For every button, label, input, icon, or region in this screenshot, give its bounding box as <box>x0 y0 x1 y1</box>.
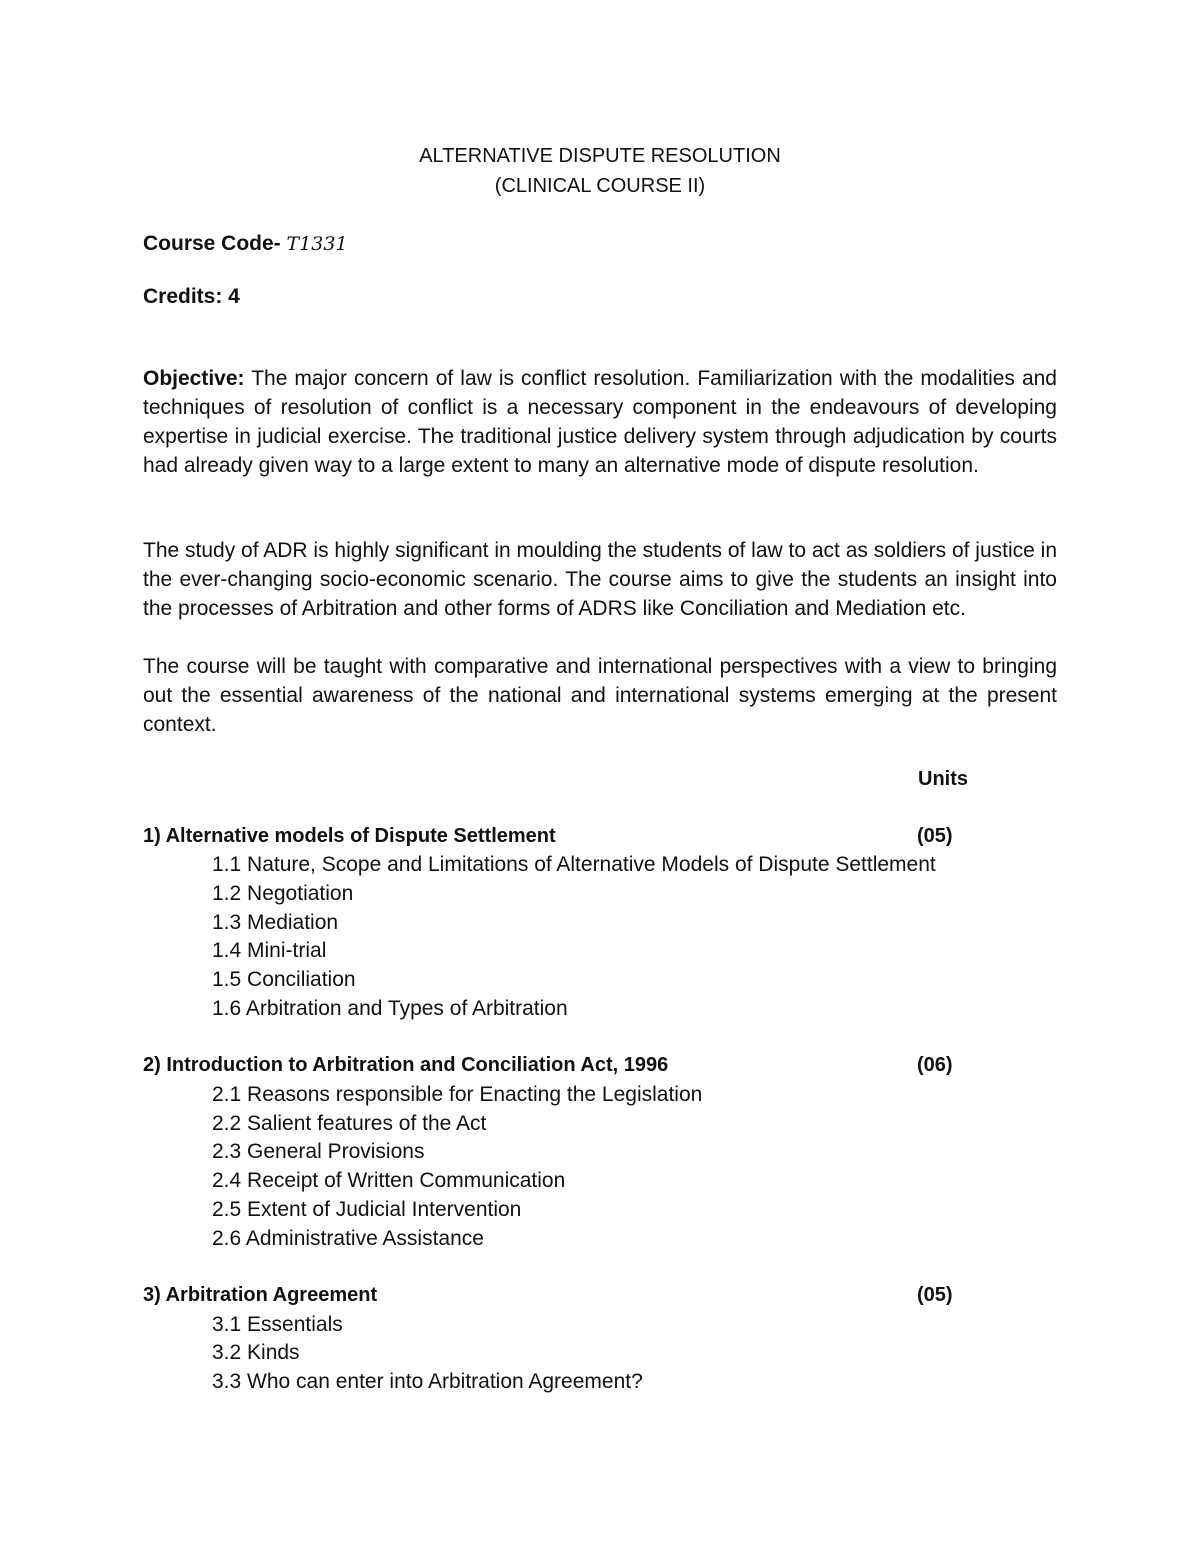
list-item: 3.2 Kinds <box>212 1341 300 1364</box>
section-3-heading <box>143 1284 963 1307</box>
section-1-heading <box>143 825 963 848</box>
adr-study-paragraph: The study of ADR is highly significant in moulding the students of law to act as soldiers of justice in the ever-changing socio-economic scenario. The course aims to give the students an insight into the processes of Arbitration and other forms of ADRS like Conciliation and Mediation etc. <box>143 539 1057 620</box>
document-title: ALTERNATIVE DISPUTE RESOLUTION <box>419 145 781 167</box>
list-item: 1.2 Negotiation <box>212 882 354 905</box>
units-header: Units <box>918 768 968 790</box>
list-item: 2.2 Salient features of the Act <box>212 1112 487 1135</box>
list-item: 1.1 Nature, Scope and Limitations of Alternative Models of Dispute Settlement <box>212 853 936 876</box>
section-3-title: 3) Arbitration Agreement <box>143 1284 378 1306</box>
course-code-value: T1331 <box>286 233 348 255</box>
list-item: 2.4 Receipt of Written Communication <box>212 1169 566 1192</box>
course-code <box>143 232 348 256</box>
list-item: 2.6 Administrative Assistance <box>212 1227 484 1250</box>
course-code-label: Course Code- <box>143 232 281 255</box>
objective-paragraph <box>143 364 1057 480</box>
section-1-units: (05) <box>917 825 953 847</box>
section-2-heading <box>143 1054 963 1077</box>
objective-text: The major concern of law is conflict resolution. Familiarization with the modalities and techniques of resolution of conflict is a necessary component in the endeavours of developing expertise in judicial exercise. The traditional justice delivery system through adjudication by courts had already given way to a large extent to many an alternative mode of dispute resolution. <box>143 367 1057 477</box>
list-item: 3.1 Essentials <box>212 1313 343 1336</box>
credits: Credits: 4 <box>143 285 240 308</box>
list-item: 1.4 Mini-trial <box>212 939 327 962</box>
section-2-title: 2) Introduction to Arbitration and Conciliation Act, 1996 <box>143 1054 669 1076</box>
list-item: 3.3 Who can enter into Arbitration Agreement? <box>212 1370 643 1393</box>
list-item: 2.1 Reasons responsible for Enacting the Legislation <box>212 1083 703 1106</box>
objective-label: Objective: <box>143 367 245 390</box>
document-subtitle: (CLINICAL COURSE II) <box>494 175 706 197</box>
list-item: 2.5 Extent of Judicial Intervention <box>212 1198 522 1221</box>
section-1-title: 1) Alternative models of Dispute Settlement <box>143 825 556 847</box>
section-3-units: (05) <box>917 1284 953 1306</box>
list-item: 1.5 Conciliation <box>212 968 356 991</box>
course-perspective-paragraph: The course will be taught with comparative and international perspectives with a view to bringing out the essential awareness of the national and international systems emerging at the present context. <box>143 655 1057 736</box>
list-item: 1.6 Arbitration and Types of Arbitration <box>212 997 568 1020</box>
list-item: 1.3 Mediation <box>212 911 339 934</box>
section-2-units: (06) <box>917 1054 953 1076</box>
list-item: 2.3 General Provisions <box>212 1140 425 1163</box>
